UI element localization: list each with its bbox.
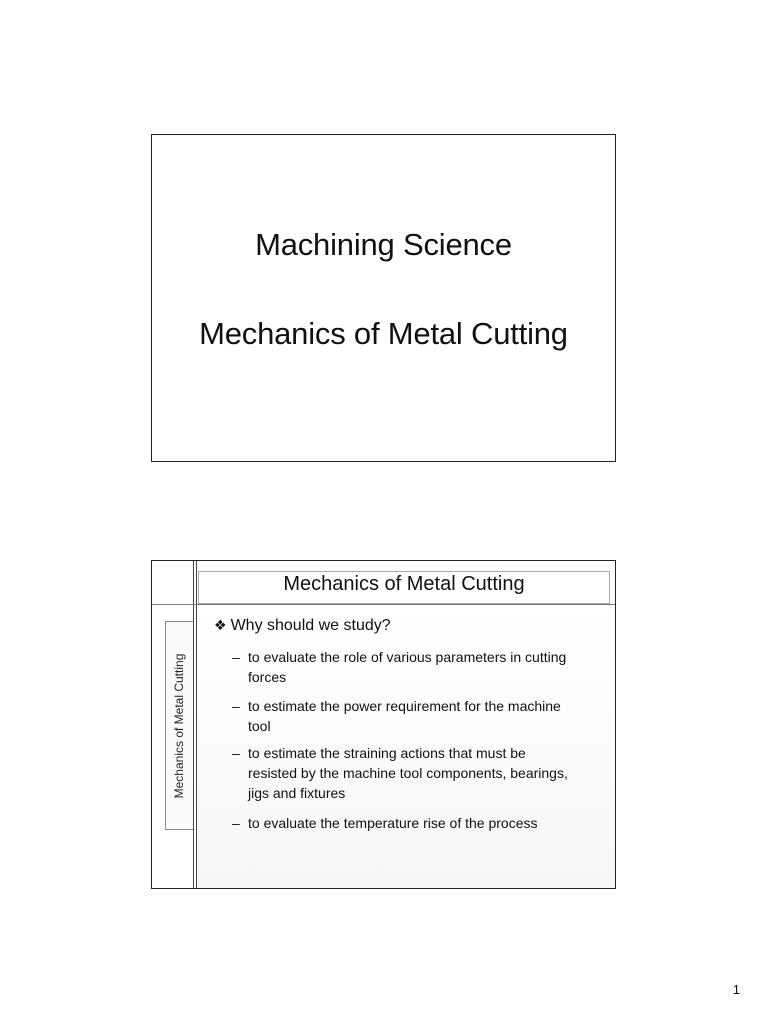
slide-2 [151,560,616,889]
dash-bullet-icon: – [232,815,240,831]
side-label: Mechanics of Metal Cutting [172,653,186,799]
main-bullet-text: Why should we study? [230,617,391,634]
slide-1-title-line-1: Machining Science [255,227,512,262]
dash-bullet-icon: – [232,745,240,761]
dash-bullet-icon: – [232,649,240,665]
decorative-rule [196,561,197,888]
list-item-text: to evaluate the temperature rise of the process [248,815,538,831]
page-number: 1 [732,982,740,997]
slide-1 [151,134,616,462]
main-bullet [214,617,391,635]
list-item-text: to estimate the power requirement for the machine tool [248,698,561,734]
slide-1-title-line-2: Mechanics of Metal Cutting [199,316,568,351]
list-item [232,696,572,736]
list-item-text: to estimate the straining actions that must be resisted by the machine tool components, bearings, jigs and fixtures [248,745,568,801]
decorative-rule [152,604,615,605]
list-item [232,813,572,833]
slide-2-title: Mechanics of Metal Cutting [283,573,525,595]
list-item [232,647,572,687]
diamond-bullet-icon: ❖ [214,617,227,633]
decorative-rule [193,561,194,888]
dash-bullet-icon: – [232,698,240,714]
list-item-text: to evaluate the role of various parameters in cutting forces [248,649,567,685]
list-item [232,743,572,803]
